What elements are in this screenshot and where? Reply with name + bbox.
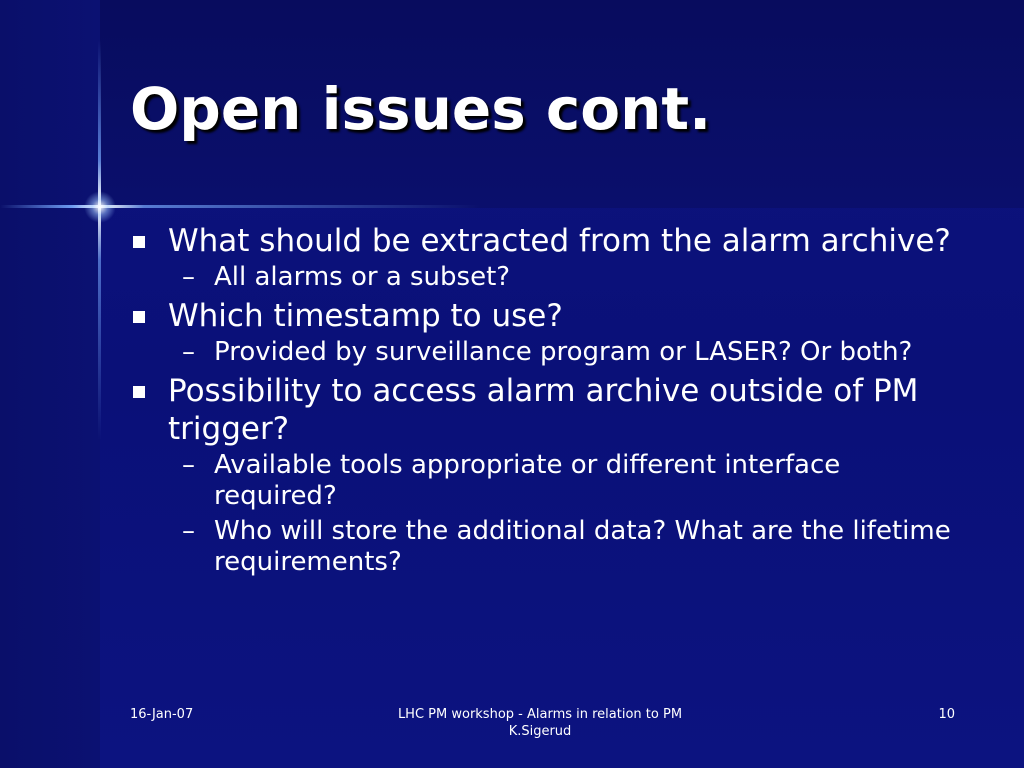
slide-title: Open issues cont. — [130, 75, 712, 143]
footer-center-text — [380, 706, 700, 740]
left-band — [0, 0, 100, 768]
bullet-text: Which timestamp to use? — [168, 298, 563, 334]
footer-presentation-title: LHC PM workshop - Alarms in relation to PM — [397, 707, 683, 722]
bullet-item-3 — [130, 372, 960, 448]
sub-bullet-text: Who will store the additional data? What are the lifetime requirements? — [214, 516, 951, 577]
bullet-text: What should be extracted from the alarm archive? — [168, 223, 951, 259]
page-number: 10 — [938, 707, 955, 722]
footer-date: 16-Jan-07 — [130, 707, 194, 722]
dash-bullet-icon: – — [182, 337, 195, 367]
bullet-item-2 — [130, 297, 960, 335]
sub-bullet-text: All alarms or a subset? — [214, 262, 511, 292]
dash-bullet-icon: – — [182, 450, 195, 480]
bullet-list — [130, 222, 960, 578]
square-bullet-icon — [133, 311, 145, 323]
sub-bullet-item-3-1 — [130, 450, 960, 512]
sub-bullet-item-3-2 — [130, 516, 960, 578]
bullet-item-1 — [130, 222, 960, 260]
sub-bullet-item-1-1 — [130, 262, 960, 293]
bullet-text: Possibility to access alarm archive outside of PM trigger? — [168, 373, 919, 447]
sub-bullet-text: Available tools appropriate or different interface required? — [214, 450, 841, 511]
sub-bullet-text: Provided by surveillance program or LASER? Or both? — [214, 337, 913, 367]
footer-author: K.Sigerud — [508, 724, 572, 739]
square-bullet-icon — [133, 236, 145, 248]
dash-bullet-icon: – — [182, 516, 195, 546]
sparkle-vertical-line — [98, 40, 101, 440]
dash-bullet-icon: – — [182, 262, 195, 292]
square-bullet-icon — [133, 386, 145, 398]
sub-bullet-item-2-1 — [130, 337, 960, 368]
sparkle-horizontal-line — [0, 205, 480, 208]
sparkle-star-icon — [84, 191, 116, 223]
